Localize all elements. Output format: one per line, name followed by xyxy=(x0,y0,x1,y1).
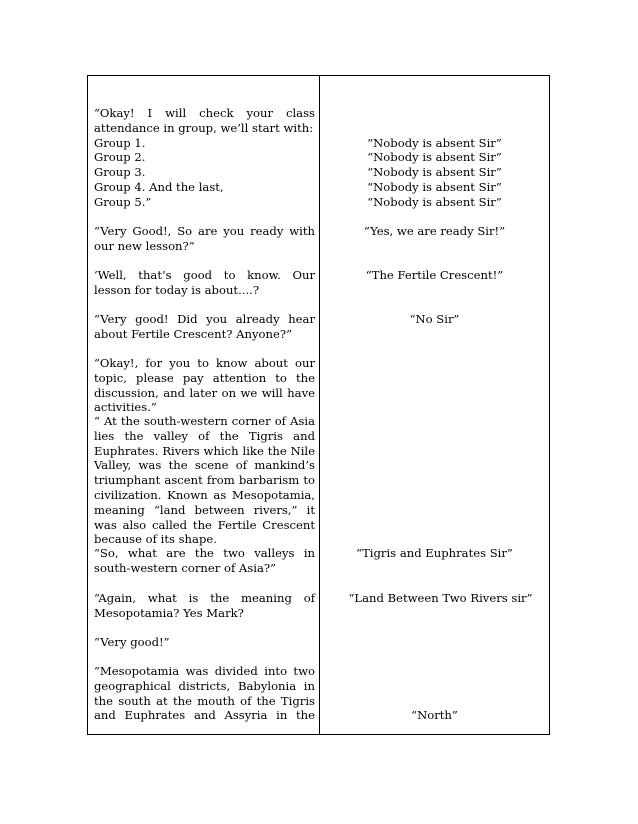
teacher-meaning-question: “Again, what is the meaning of Mesopotamia? Yes Mark? xyxy=(94,591,315,620)
students-column xyxy=(320,76,549,734)
teacher-valleys-question: “So, what are the two valleys in south-western corner of Asia?” xyxy=(94,546,315,575)
group-item: Group 3. xyxy=(94,165,146,180)
absent-responses xyxy=(320,136,549,210)
teacher-lesson-question: ‘Well, that’s good to know. Our lesson for today is about....? xyxy=(94,268,315,297)
absent-response: “Nobody is absent Sir” xyxy=(367,135,502,150)
students-ready-response: “Yes, we are ready Sir!” xyxy=(363,224,506,238)
attendance-intro xyxy=(94,106,315,136)
teacher-divided-statement xyxy=(94,664,315,739)
absent-response: “Nobody is absent Sir” xyxy=(367,165,502,180)
group-item: Group 5.” xyxy=(94,194,152,209)
fill-in-blank xyxy=(94,723,146,735)
group-item: Group 2. xyxy=(94,150,146,165)
group-item: Group 4. And the last, xyxy=(94,179,224,194)
teacher-ready-question: “Very Good!, So are you ready with our new lesson?” xyxy=(94,224,315,253)
students-valleys-response: “Tigris and Euphrates Sir” xyxy=(356,546,513,560)
group-item: Group 1. xyxy=(94,135,146,150)
students-north-response: “North” xyxy=(411,708,458,722)
students-hear-response: “No Sir” xyxy=(409,312,460,326)
students-lesson-response: “The Fertile Crescent!” xyxy=(365,268,504,282)
absent-response: “Nobody is absent Sir” xyxy=(367,179,502,194)
lesson-table xyxy=(87,75,550,735)
absent-response: “Nobody is absent Sir” xyxy=(367,194,502,209)
group-list xyxy=(94,136,315,210)
teacher-discussion: “ At the south-western corner of Asia lies the valley of the Tigris and Euphrates. Rivers which like the Nile Valley, was the scene of mankind’s triumphant ascent from barbarism to civilization. Known as Mesopotamia, meaning “land between rivers,” it was also called the Fertile Crescent because of its shape. xyxy=(94,414,315,547)
teacher-divided-text: “Mesopotamia was divided into two geographical districts, Babylonia in the south at the mouth of the Tigris and Euphrates and Assyria in the xyxy=(94,664,315,723)
teacher-hear-question: “Very good! Did you already hear about Fertile Crescent? Anyone?” xyxy=(94,312,315,341)
teacher-column xyxy=(88,76,320,734)
teacher-attention-note: “Okay!, for you to know about our topic, please pay attention to the discussion, and later on we will have activities.” xyxy=(94,356,315,415)
students-meaning-response: “Land Between Two Rivers sir” xyxy=(348,591,533,605)
teacher-praise: “Very good!” xyxy=(94,635,170,649)
absent-response: “Nobody is absent Sir” xyxy=(367,150,502,165)
attendance-intro-text: “Okay! I will check your class attendance in group, we’ll start with: xyxy=(94,106,315,135)
